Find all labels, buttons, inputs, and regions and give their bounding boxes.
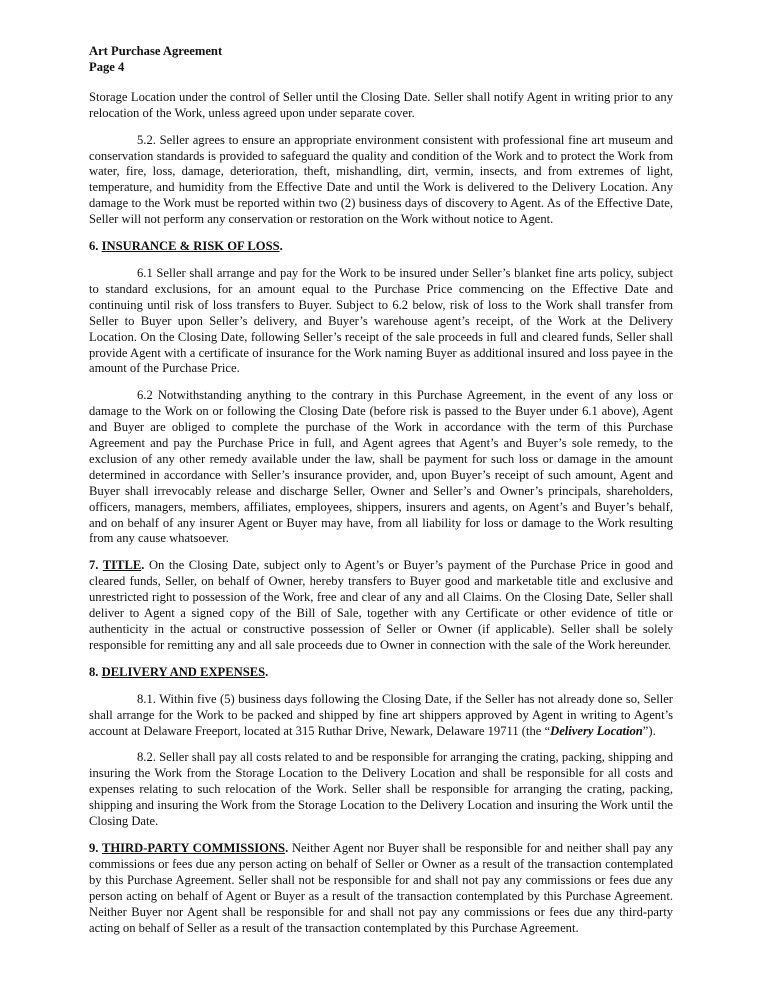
paragraph-5-2: 5.2. Seller agrees to ensure an appropriate environment consistent with professional fine art museum and conservation standards is provided to safeguard the quality and condition of the Work and to protect the Work from water, fire, loss, damage, deterioration, theft, mishandling, dirt, vermin, insects, and from extremes of light, temperature, and humidity from the Effective Date and until the Work is delivered to the Delivery Location. Any damage to the Work must be reported within two (2) business days of discovery to Agent. As of the Effective Date, Seller will not perform any conservation or restoration on the Work without notice to Agent. [89,132,673,227]
document-page [89,44,673,947]
section-8-heading [89,665,673,681]
punct: ”). [642,723,656,738]
document-title: Art Purchase Agreement [89,44,223,58]
paragraph-6-1: 6.1 Seller shall arrange and pay for the Work to be insured under Seller’s blanket fine arts policy, subject to standard exclusions, for an amount equal to the Purchase Price commencing on the Effective Date and continuing until risk of loss transfers to Buyer. Subject to 6.2 below, risk of loss to the Work shall transfer from Seller to Buyer upon Seller’s delivery, and Buyer’s warehouse agent’s receipt, of the Work at the Delivery Location. On the Closing Date, following Seller’s receipt of the sale proceeds in full and cleared funds, Seller shall provide Agent with a certificate of insurance for the Work naming Buyer as additional insured and loss payee in the amount of the Purchase Price. [89,265,673,376]
page-number: Page 4 [89,59,125,74]
section-number: 8. [89,664,102,679]
section-number: 9. [89,840,102,855]
section-9 [89,841,673,936]
section-text: On the Closing Date, subject only to Agent’s or Buyer’s payment of the Purchase Price in good and cleared funds, Seller, on behalf of Owner, hereby transfers to Buyer good and marketable title and exclusive and unrestricted right to possession of the Work, free and clear of any and all Claims. On the Closing Date, Seller shall deliver to Agent a signed copy of the Bill of Sale, together with any Certificate or other evidence of title or authenticity in the actual or constructive possession of Seller or Owner (if applicable). Seller shall be solely responsible for remitting any and all sale proceeds due to Owner in connection with the sale of the Work hereunder. [89,558,673,652]
paragraph-6-2: 6.2 Notwithstanding anything to the contrary in this Purchase Agreement, in the event of any loss or damage to the Work on or following the Closing Date (before risk is passed to the Buyer under 6.1 above), Agent and Buyer are obliged to complete the purchase of the Work in accordance with the term of this Purchase Agreement and pay the Purchase Price in full, and Agent agrees that Agent’s and Buyer’s sole remedy, to the exclusion of any other remedy available under the law, shall be payment for such loss or damage in the amount determined in accordance with Seller’s insurance provider, and, upon Buyer’s receipt of such amount, Agent and Buyer shall irrevocably release and discharge Seller, Owner and Seller’s and Owner’s principals, shareholders, officers, managers, members, affiliates, employees, shippers, insurers and agents, on Agent’s and Buyer’s behalf, and on behalf of any insurer Agent or Buyer may have, from all liability for loss or damage to the Work resulting from any cause whatsoever. [89,388,673,546]
section-number: 6. [89,239,102,254]
paragraph-8-2: 8.2. Seller shall pay all costs related to and be responsible for arranging the crating, packing, shipping and insuring the Work from the Storage Location to the Delivery Location and shall be responsible for all costs and expenses relating to such relocation of the Work. Seller shall be responsible for arranging the crating, packing, shipping and insuring the Work from the Storage Location to the Delivery Location and insuring the Work until the Closing Date. [89,750,673,829]
punct: . [279,239,283,254]
section-title: DELIVERY AND EXPENSES [101,664,266,679]
section-title: INSURANCE & RISK OF LOSS [101,239,280,254]
section-7 [89,558,673,653]
section-6-heading [89,239,673,255]
punct: . [285,840,289,855]
section-number: 7. [89,558,103,573]
paragraph-text: 8.1. Within five (5) business days following the Closing Date, if the Seller has not already done so, Seller shall arrange for the Work to be packed and shipped by fine art shippers approved by Agent in writing to Agent’s account at Delaware Freeport, located at 315 Ruthar Drive, Newark, Delaware 19711 (the “ [89,691,673,738]
section-title: TITLE [102,558,142,573]
defined-term: Delivery Location [550,723,643,738]
punct: . [265,664,269,679]
section-title: THIRD-PARTY COMMISSIONS [101,840,286,855]
paragraph-continuation: Storage Location under the control of Seller until the Closing Date. Seller shall notify Agent in writing prior to any relocation of the Work, unless agreed upon under separate cover. [89,89,673,120]
paragraph-8-1 [89,692,673,740]
section-text: Neither Agent nor Buyer shall be responsible for and neither shall pay any commissions or fees due any person acting on behalf of Seller or Owner as a result of the transaction contemplated by this Purchase Agreement. Seller shall not be responsible for and shall not pay any commissions or fees due any person acting on behalf of Agent or Buyer as a result of the transaction contemplated by this Purchase Agreement. Neither Buyer nor Agent shall be responsible for and shall not pay any commissions or fees due any third-party acting on behalf of Seller as a result of the transaction contemplated by this Purchase Agreement. [89,840,674,935]
punct: . [141,558,145,573]
